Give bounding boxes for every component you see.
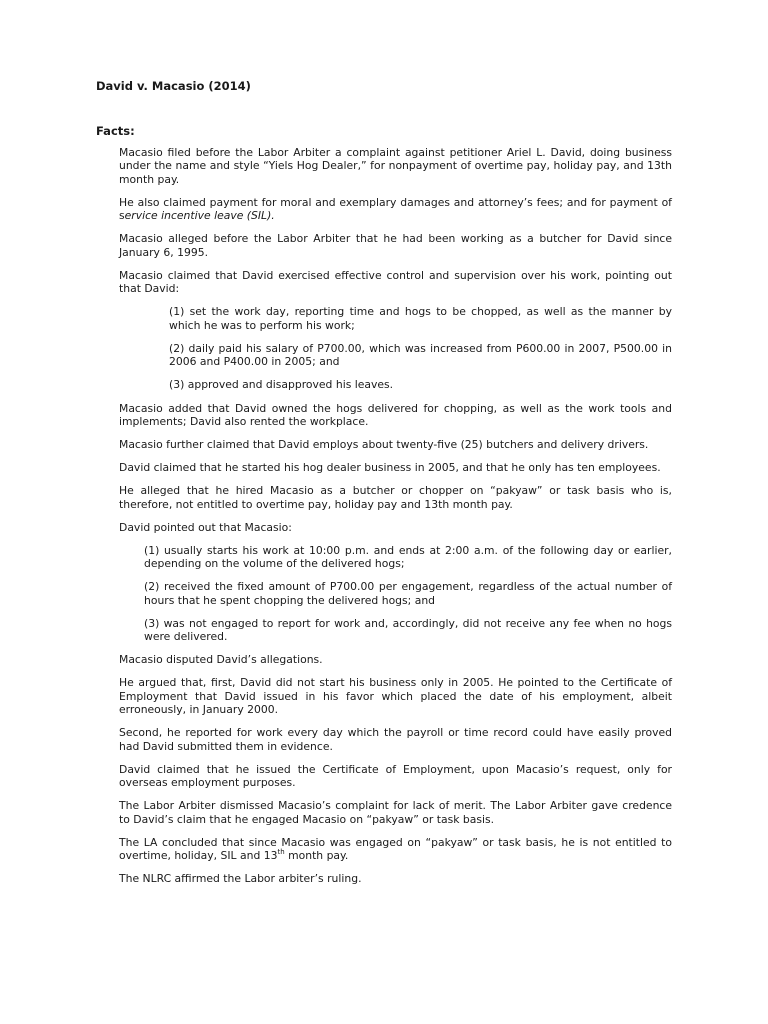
paragraph-control-claim: Macasio claimed that David exercised effective control and supervision over his work, pointing out that David:: [119, 268, 672, 296]
list-item: (1) usually starts his work at 10:00 p.m. and ends at 2:00 a.m. of the following day or earlier, depending on the volume of the delivered hogs;: [144, 543, 672, 571]
paragraph-certificate-purpose: David claimed that he issued the Certificate of Employment, upon Macasio’s request, only for overseas employment purposes.: [119, 762, 672, 790]
paragraph-damages-claim: [119, 196, 672, 223]
paragraph-la-conclusion-text: The LA concluded that since Macasio was engaged on “pakyaw” or task basis, he is not entitled to overtime, holiday, SIL and 13: [119, 835, 672, 863]
paragraph-david-business: David claimed that he started his hog dealer business in 2005, and that he only has ten employees.: [119, 461, 661, 475]
david-points-list: [144, 544, 672, 644]
paragraph-complaint: Macasio filed before the Labor Arbiter a complaint against petitioner Ariel L. David, doing business under the name and style “Yiels Hog Dealer,” for nonpayment of overtime pay, holiday pay, and 13th month pay.: [119, 146, 672, 186]
list-item: (1) set the work day, reporting time and hogs to be chopped, as well as the manner by which he was to perform his work;: [169, 305, 672, 332]
paragraph-david-points: David pointed out that Macasio:: [119, 520, 292, 534]
paragraph-butcher-since: Macasio alleged before the Labor Arbiter that he had been working as a butcher for David since January 6, 1995.: [119, 232, 672, 259]
list-item: (3) approved and disapproved his leaves.: [169, 378, 394, 392]
paragraph-la-conclusion: [119, 836, 672, 863]
paragraph-pakyaw-hire: He alleged that he hired Macasio as a butcher or chopper on “pakyaw” or task basis who is, therefore, not entitled to overtime pay, holiday pay and 13th month pay.: [119, 484, 672, 511]
paragraph-second-argument: Second, he reported for work every day which the payroll or time record could have easily proved had David submitted them in evidence.: [119, 726, 672, 753]
list-item: (2) daily paid his salary of P700.00, which was increased from P600.00 in 2007, P500.00 in 2006 and P400.00 in 2005; and: [169, 341, 672, 369]
paragraph-la-dismissal: The Labor Arbiter dismissed Macasio’s complaint for lack of merit. The Labor Arbiter gave credence to David’s claim that he engaged Macasio on “pakyaw” or task basis.: [119, 799, 672, 826]
paragraph-hogs-owned: Macasio added that David owned the hogs delivered for chopping, as well as the work tools and implements; David also rented the workplace.: [119, 401, 672, 428]
case-title: David v. Macasio (2014): [96, 79, 251, 93]
paragraph-nlrc-affirmed: The NLRC affirmed the Labor arbiter’s ruling.: [119, 872, 362, 886]
paragraph-damages-text: He also claimed payment for moral and exemplary damages and attorney’s fees; and for payment of s: [119, 195, 672, 223]
macasio-claims-list: [169, 305, 672, 391]
facts-heading: Facts:: [96, 124, 135, 138]
paragraph-disputed: Macasio disputed David’s allegations.: [119, 653, 323, 667]
paragraph-employees-claim: Macasio further claimed that David employs about twenty-five (25) butchers and delivery drivers.: [119, 438, 649, 451]
paragraph-damages-italic: ervice incentive leave (SIL).: [124, 209, 275, 223]
paragraph-first-argument: He argued that, first, David did not start his business only in 2005. He pointed to the Certificate of Employment that David issued in his favor which placed the date of his employment, albeit erroneously, in January 2000.: [119, 676, 672, 717]
paragraph-la-conclusion-end: month pay.: [284, 849, 349, 863]
list-item: (3) was not engaged to report for work and, accordingly, did not receive any fee when no hogs were delivered.: [144, 616, 672, 644]
list-item: (2) received the fixed amount of P700.00 per engagement, regardless of the actual number of hours that he spent chopping the delivered hogs; and: [144, 580, 672, 607]
ordinal-superscript: th: [277, 847, 285, 856]
